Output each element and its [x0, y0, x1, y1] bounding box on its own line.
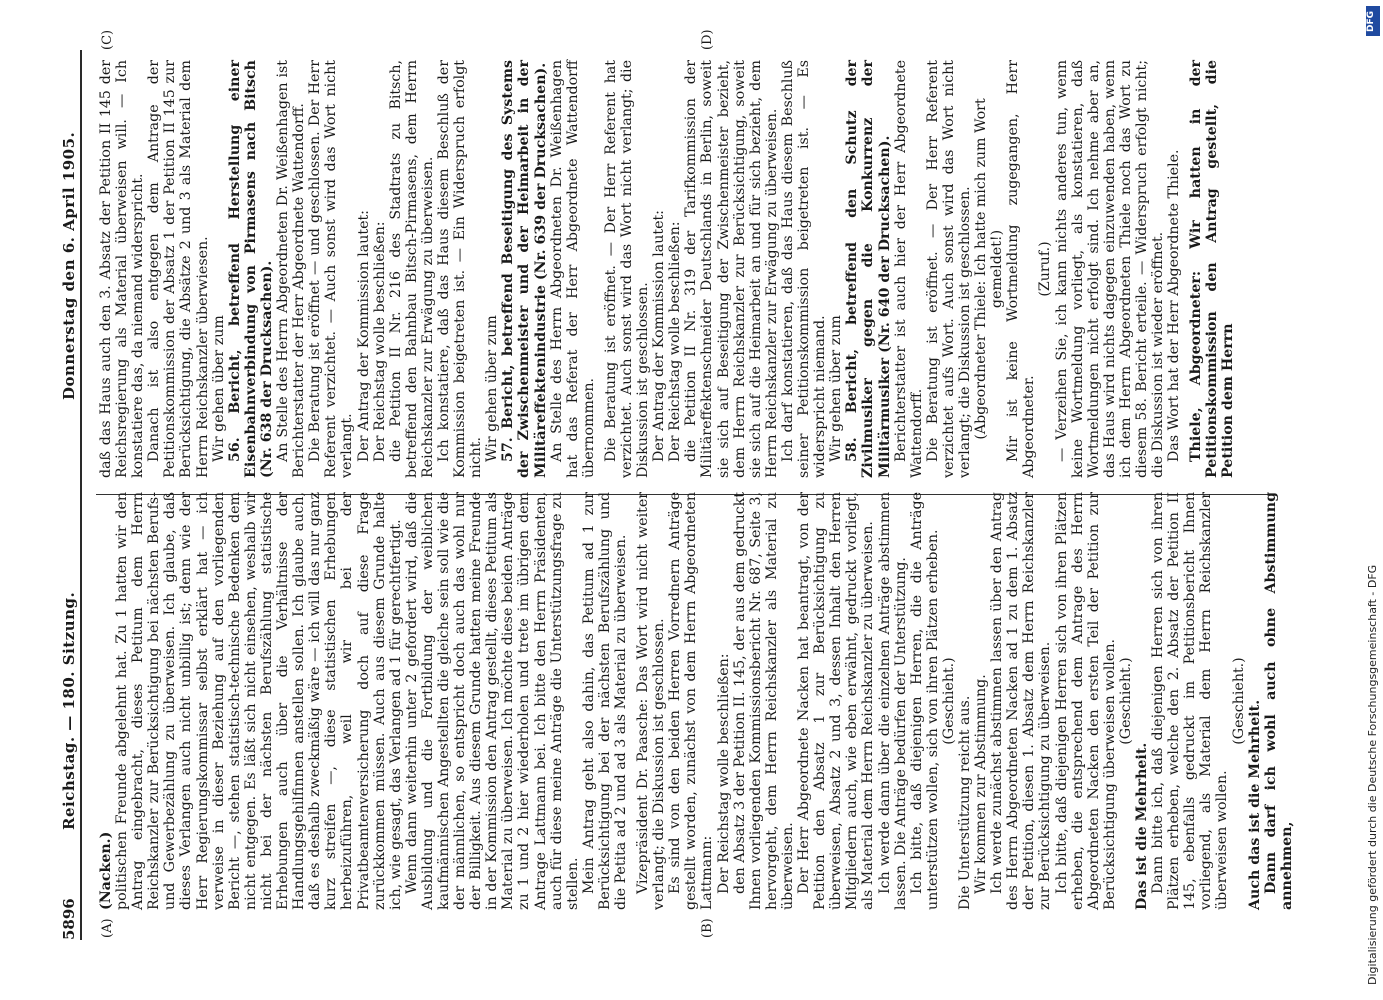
paragraph: Ich darf konstatieren, daß das Haus diesem Beschluß seiner Petitionskommission beigetreten ist. — Es widerspricht niemand.: [779, 60, 829, 478]
session-date: Donnerstag den 6. April 1905.: [60, 131, 78, 400]
header-rule: [80, 50, 82, 940]
paragraph: Der Herr Abgeordnete Nacken hat beantragt, von der Petition den Absatz 1 zur Berücksichtigung zu überweisen, Absatz 2 und 3, dessen Inhalt den Herren Mitgliedern auch, wie eben erwähnt, gedruckt vorliegt, als Material dem Herrn Reichskanzler zu überweisen.: [796, 492, 877, 910]
paragraph: Die Beratung ist eröffnet. — Der Herr Referent hat verzichtet. Auch sonst wird das Wort nicht verlangt; die Diskussion ist geschlossen.: [602, 60, 652, 478]
paragraph: Die Beratung ist eröffnet — und geschlossen. Der Herr Referent verzichtet. — Auch sonst wird das Wort nicht verlangt.: [307, 60, 356, 478]
paragraph: Wir gehen über zum: [484, 315, 501, 462]
paragraph: Die Beratung ist eröffnet. — Der Herr Referent verzichtet aufs Wort. Auch sonst wird das Wort nicht verlangt; die Diskussion ist geschlossen.: [924, 60, 973, 478]
paragraph: Der Antrag der Kommission lautet:: [651, 210, 668, 462]
paragraph: Danach ist also entgegen dem Antrage der Petitionskommission der Absatz 1 der Petition II 145 zur Berücksichtigung, die Absätze 2 und 3 als Material dem Herrn Reichskanzler überwiesen.: [146, 60, 211, 478]
digitization-credit: Digitalisierung gefördert durch die Deutsche Forschungsgemeinschaft - DFG: [1366, 564, 1379, 985]
paragraph: (Zuruf.): [1037, 241, 1054, 297]
paragraph: (Abgeordneter Thiele: Ich hatte mich zum Wort gemeldet!): [973, 98, 1006, 440]
paragraph: An Stelle des Herrn Abgeordneten Dr. Weißenhagen hat das Referat der Herr Abgeordnete Wattendorff übernommen.: [548, 60, 597, 478]
paragraph: — Verzeihen Sie, ich kann nichts anderes tun, wenn keine Wortmeldung vorliegt, als konstatieren, daß Wortmeldungen nicht erfolgt sind. Ich nehme aber an, das Haus wird nichts dagegen einzuwenden haben, wenn ich dem Herrn Abgeordneten Thiele noch das Wort zu diesem 58. Bericht erteile. — Widerspruch erfolgt nicht; die Diskussion ist wieder eröffnet.: [1053, 60, 1167, 478]
paragraph: Der Reichstag wolle beschließen:: [667, 221, 684, 462]
paragraph: Der Reichstag wolle beschließen:: [371, 221, 388, 462]
left-column: [98, 492, 1295, 910]
running-head: Reichstag. — 180. Sitzung.: [60, 591, 78, 830]
paragraph: Der Antrag der Kommission lautet:: [355, 210, 372, 462]
paragraph: Wir gehen über zum: [828, 315, 845, 462]
paragraph: Wenn dann weiterhin unter 2 gefordert wird, daß die Ausbildung und die Fortbildung der weiblichen kaufmännischen Angestellten die gleiche sein soll wie die der männlichen, so entspricht doch auch das wohl nur der Billigkeit. Aus diesem Grunde hatten meine Freunde in der Kommission den Antrag gestellt, dieses Petitum als Material zu überweisen. Ich möchte diese beiden Anträge zu 1 und 2 hier wiederholen und trete im übrigen dem Antrage Lattmann bei. Ich bitte den Herrn Präsidenten, auch für diese meine Anträge die Unterstützungsfrage zu stellen.: [403, 492, 581, 910]
paragraph: Wir kommen zur Abstimmung.: [973, 674, 990, 894]
margin-marker-c: (C): [100, 29, 115, 50]
paragraph: Ich bitte, daß diejenigen Herren, die die Anträge unterstützen wollen, sich von ihren Plätzen erheben.: [908, 492, 941, 910]
page-number: 5896: [60, 898, 78, 940]
speaker-tag: (Nacken.): [98, 831, 114, 910]
paragraph: Ich bitte, daß diejenigen Herren sich von ihren Plätzen erheben, die entsprechend dem Antrage des Herrn Abgeordneten Nacken den ersten Teil der Petition zur Berücksichtigung überweisen wollen.: [1053, 492, 1118, 910]
paragraph: Auch das ist die Mehrheit.: [1246, 699, 1263, 910]
paragraph: Es sind von den beiden Herren Vorrednern Anträge gestellt worden, zunächst von dem Herrn Abgeordneten Lattmann:: [667, 492, 716, 910]
report-heading: 56. Bericht, betreffend Herstellung einer Eisenbahnverbindung von Pirmasens nach Bitsch (Nr. 638 der Drucksachen).: [226, 60, 275, 478]
report-heading: 57. Bericht, betreffend Beseitigung des Systems der Zwischenmeister und der Heimarbeit in der Militäreffektenindustrie (Nr. 639 der Drucksachen).: [500, 60, 549, 478]
paragraph: Berichterstatter ist auch hier der Herr Abgeordnete Wattendorff.: [892, 60, 925, 478]
paragraph: Vizepräsident Dr. Paasche: Das Wort wird nicht weiter verlangt; die Diskussion ist geschlossen.: [635, 492, 668, 910]
paragraph: daß das Haus auch den 3. Absatz der Petition II 145 der Reichsregierung als Material überweisen will. — Ich konstatiere das, da niemand widerspricht.: [98, 60, 147, 478]
page-header: [60, 40, 82, 940]
paragraph: Ich konstatiere, daß das Haus diesem Beschluß der Kommission beigetreten ist. — Ein Widerspruch erfolgt nicht.: [435, 60, 485, 478]
paragraph: An Stelle des Herrn Abgeordneten Dr. Weißenhagen ist Berichterstatter der Herr Abgeordnete Wattendorff.: [275, 60, 308, 478]
paragraph: die Petition II Nr. 216 des Stadtrats zu Bitsch, betreffend den Bahnbau Bitsch-Pirmasens, dem Herrn Reichskanzler zur Erwägung zu überweisen.: [387, 60, 436, 478]
margin-marker-a: (A): [100, 918, 115, 938]
paragraph: Die Unterstützung reicht aus.: [956, 695, 973, 910]
margin-marker-d: (D): [700, 29, 715, 50]
paragraph: Der Reichstag wolle beschließen:: [715, 653, 732, 894]
paragraph: Mir ist keine Wortmeldung zugegangen, Herr Abgeordneter.: [1005, 60, 1038, 478]
paragraph: Ich werde dann über die einzelnen Anträge abstimmen lassen. Die Anträge bedürfen der Unterstützung.: [876, 492, 909, 910]
paragraph: den Absatz 3 der Petition II. 145, der aus dem gedruckt Ihnen vorliegenden Kommissionsbericht Nr. 687, Seite 3, hervorgeht, dem Herrn Reichskanzler als Material zu überweisen.: [731, 492, 796, 910]
paragraph: die Petition II Nr. 319 der Tarifkommission der Militäreffektenschneider Deutschlands in Berlin, soweit sie sich auf Beseitigung der Zwischenmeister bezieht, dem Herrn Reichskanzler zur Berücksichtigung, soweit sie sich auf die Heimarbeit an und für sich bezieht, dem Herrn Reichskanzler zur Erwägung zu überweisen.: [683, 60, 780, 478]
paragraph: Dann bitte ich, daß diejenigen Herren sich von ihren Plätzen erheben, welche den 2. Absatz der Petition II 145, ebenfalls gedruckt im Petitionsbericht Ihnen vorliegend, als Material dem Herrn Reichskanzler überweisen wollen.: [1150, 492, 1231, 910]
paragraph: Dann darf ich wohl auch ohne Abstimmung annehmen,: [1262, 492, 1295, 910]
paragraph: Thiele, Abgeordneter: Wir hatten in der Petitionskommission den Antrag gestellt, die Petition dem Herrn: [1188, 60, 1237, 478]
report-heading: 58. Bericht, betreffend den Schutz der Zivilmusiker gegen die Konkurrenz der Militärmusiker (Nr. 640 der Drucksachen).: [844, 60, 893, 478]
paragraph: (Geschieht.): [940, 657, 957, 745]
paragraph: Ich werde zunächst abstimmen lassen über den Antrag des Herrn Abgeordneten Nacken ad 1 zu dem 1. Absatz der Petition, diesen 1. Absatz dem Herrn Reichskanzler zur Berücksichtigung zu überweisen.: [989, 492, 1054, 910]
margin-marker-b: (B): [700, 918, 715, 938]
paragraph: Das ist die Mehrheit.: [1134, 742, 1150, 910]
paragraph: Wir gehen über zum: [210, 315, 227, 462]
dfg-logo: DFG: [1366, 6, 1380, 36]
paragraph: Mein Antrag geht also dahin, das Petitum ad 1 zur Berücksichtigung bei der nächsten Berufszählung und die Petita ad 2 und ad 3 als Material zu überweisen.: [580, 492, 629, 910]
right-column: [98, 60, 1237, 478]
paragraph: (Geschieht.): [1230, 657, 1247, 745]
paragraph: politischen Freunde abgelehnt hat. Zu 1 hatten wir den Antrag eingebracht, dieses Petitum dem Herrn Reichskanzler zur Berücksichtigung bei nächsten Berufs- und Gewerbezählung zu überweisen. Ich glaube, daß dieses Verlangen auch nicht unbillig ist; denn wie der Herr Regierungskommissar selbst erklärt hat — ich verweise in dieser Beziehung auf den vorliegenden Bericht —, stehen statistisch-technische Bedenken dem nicht entgegen. Es läßt sich nicht einsehen, weshalb wir nicht bei der nächsten Berufszählung statistische Erhebungen auch über die Verhältnisse der Handlungsgehilfinnen anstellen sollen. Ich glaube auch, daß es deshalb zweckmäßig wäre — ich will das nur ganz kurz streifen —, diese statistischen Erhebungen herbeizuführen, weil wir bei der Privatbeamtenversicherung doch auf diese Frage zurückkommen müssen. Auch aus diesem Grunde halte ich, wie gesagt, das Verlangen ad 1 für gerechtfertigt.: [114, 492, 404, 910]
paragraph: (Geschieht.): [1117, 657, 1134, 745]
paragraph: Das Wort hat der Herr Abgeordnete Thiele.: [1166, 149, 1183, 462]
